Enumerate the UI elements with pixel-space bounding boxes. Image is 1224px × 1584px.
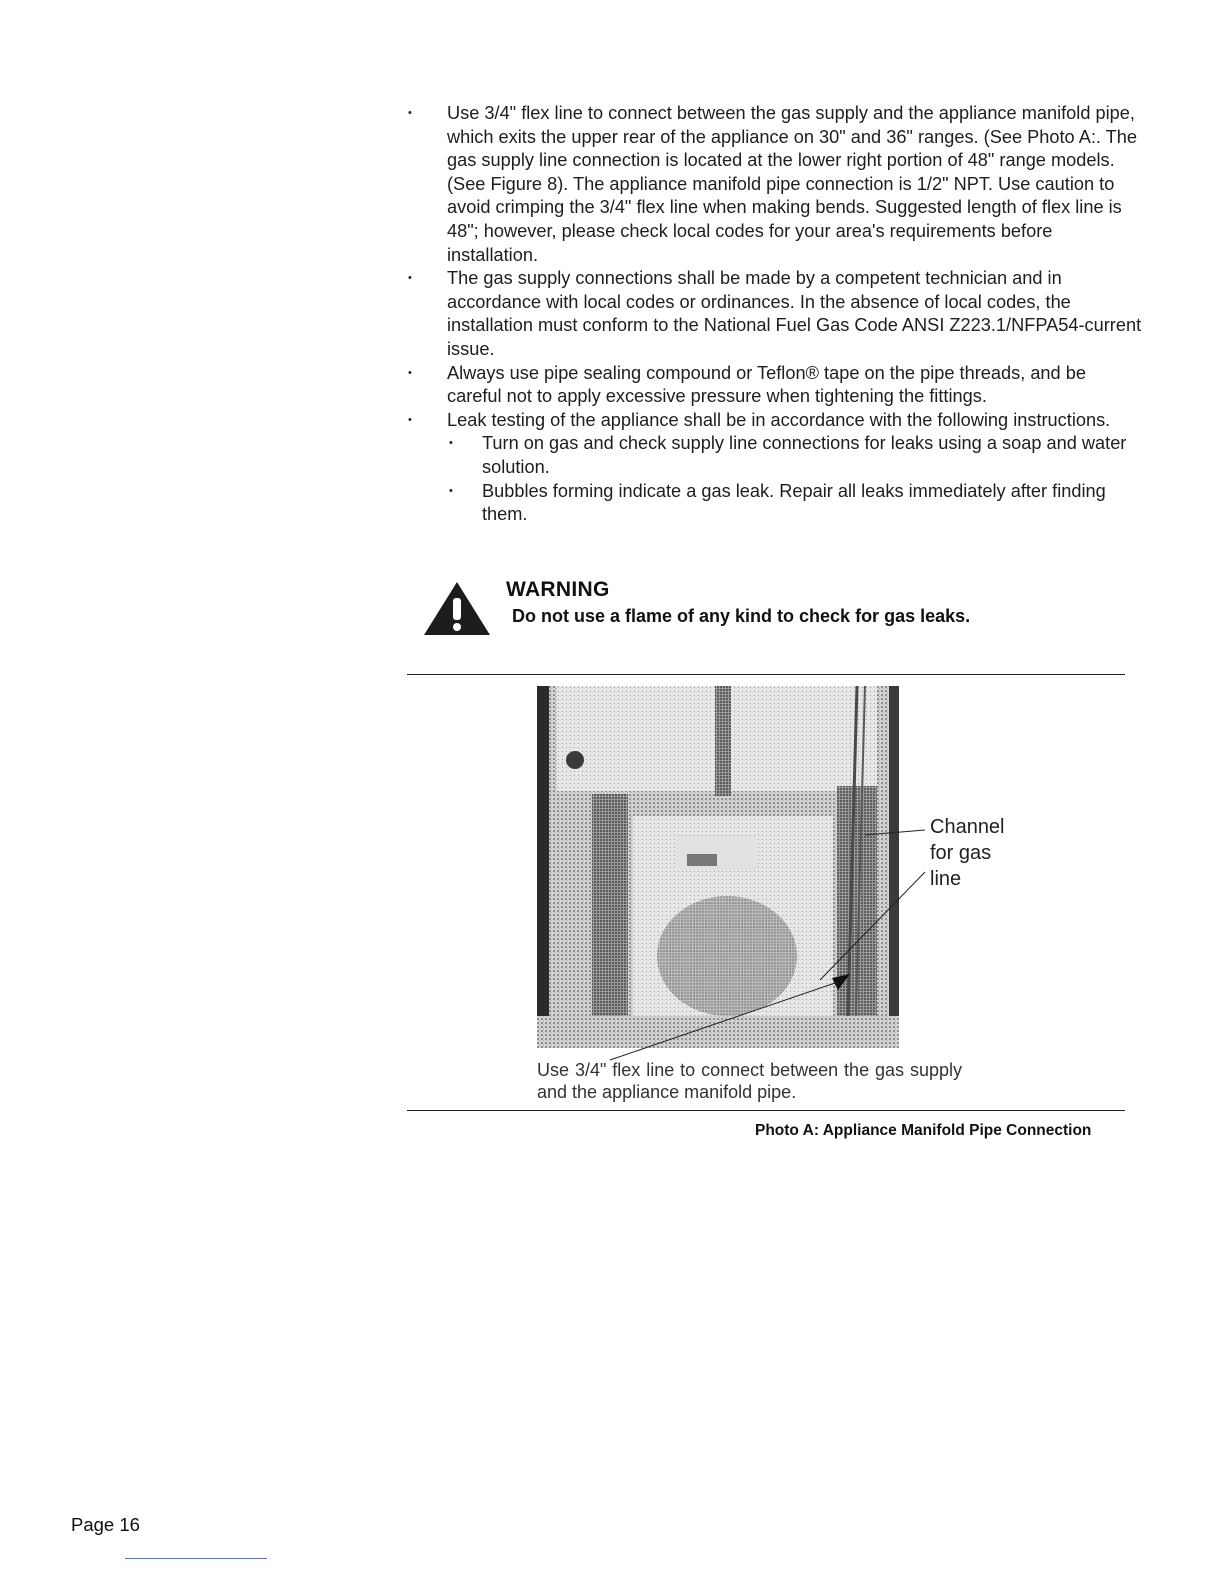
photo-caption: Use 3/4" flex line to connect between the gas supply and the appliance manifold pipe. xyxy=(537,1060,962,1102)
bullet-sealing-compound: • Always use pipe sealing compound or Teflon® tape on the pipe threads, and be careful not to apply excessive pressure when tightening the fittings. xyxy=(405,362,1145,409)
bullet-flex-line: • Use 3/4" flex line to connect between the gas supply and the appliance manifold pipe, which exits the upper rear of the appliance on 30" and 36" ranges. (See Photo A:. The gas supply line connection is located at the lower right portion of 48" range models. (See Figure 8). The appliance manifold pipe connection is 1/2" NPT. Use caution to avoid crimping the 3/4" flex line when making bends. Suggested length of flex line is 48"; however, please check local codes for your area's requirements before installation. xyxy=(405,102,1145,267)
leak-test-steps xyxy=(447,432,1145,526)
bullet-leak-testing-text: Leak testing of the appliance shall be in accordance with the following instructions. xyxy=(447,409,1111,430)
sub-bullet-bubbles: • Bubbles forming indicate a gas leak. Repair all leaks immediately after finding them. xyxy=(447,480,1145,527)
warning-triangle-icon xyxy=(422,580,492,636)
callout-line-3: line xyxy=(930,868,962,890)
photo-top-rule xyxy=(407,674,1125,675)
instruction-list xyxy=(405,102,1145,527)
gas-line-callout xyxy=(930,814,1005,892)
bullet-technician: • The gas supply connections shall be made by a competent technician and in accordance with local codes or ordinances. In the absence of local codes, the installation must conform to the National Fuel Gas Code ANSI Z223.1/NFPA54-current issue. xyxy=(405,267,1145,361)
page-number: Page 16 xyxy=(71,1514,140,1535)
photo-bottom-rule xyxy=(407,1110,1125,1111)
callout-leader-lines xyxy=(560,820,950,1070)
warning-title: WARNING xyxy=(506,578,610,601)
callout-line-1: Channel xyxy=(930,816,1005,838)
bullet-leak-testing xyxy=(405,409,1145,527)
photo-label: Photo A: Appliance Manifold Pipe Connection xyxy=(755,1122,1092,1139)
callout-line-2: for gas xyxy=(930,842,992,864)
sub-bullet-soap-water: • Turn on gas and check supply line connections for leaks using a soap and water solution. xyxy=(447,432,1145,479)
footer-link-underline xyxy=(125,1558,267,1559)
warning-text: Do not use a flame of any kind to check for gas leaks. xyxy=(512,606,971,626)
